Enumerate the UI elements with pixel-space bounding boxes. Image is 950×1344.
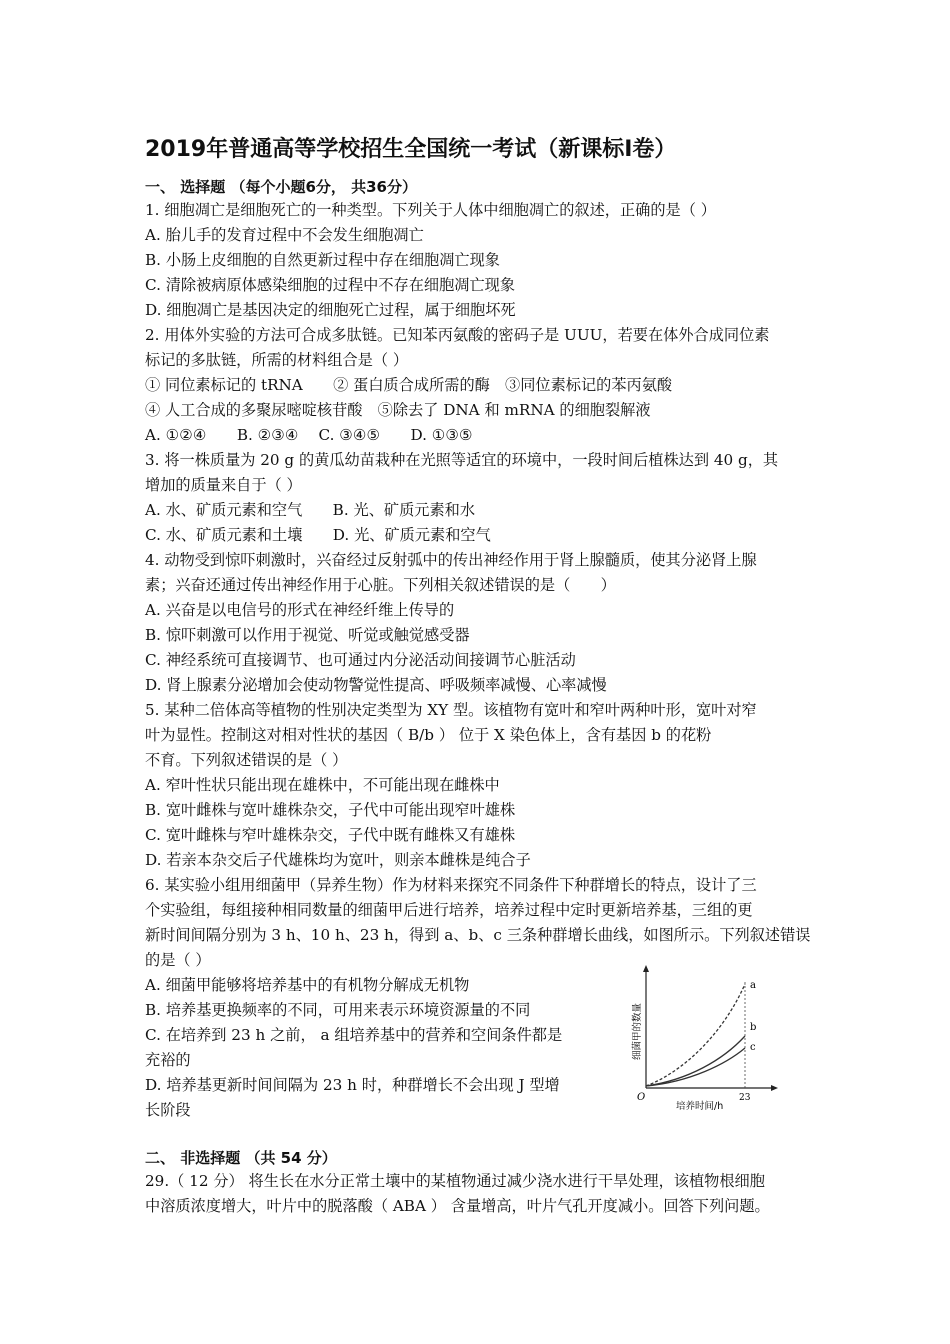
y-axis-label: 细菌甲的数量 bbox=[632, 1002, 643, 1060]
q6-stem-line-4: 的是（ ） bbox=[145, 951, 211, 969]
series-a-curve bbox=[646, 984, 745, 1086]
q3-stem-line-2: 增加的质量来自于（ ） bbox=[145, 476, 302, 494]
q5-option-b: B. 宽叶雌株与宽叶雄株杂交，子代中可能出现窄叶雄株 bbox=[145, 801, 516, 819]
q2-stem-line-1: 2. 用体外实验的方法可合成多肽链。已知苯丙氨酸的密码子是 UUU，若要在体外合成同位素 bbox=[145, 326, 770, 344]
q3-options-cd: C. 水、矿质元素和土壤 D. 光、矿质元素和空气 bbox=[145, 526, 491, 544]
section-2-heading: 二、 非选择题 （共 54 分） bbox=[145, 1149, 337, 1167]
q6-stem-line-3: 新时间间隔分别为 3 h、10 h、23 h，得到 a、b、c 三条种群增长曲线，如图所示。下列叙述错误 bbox=[145, 926, 811, 944]
q6-option-c-line-1: C. 在培养到 23 h 之前， a 组培养基中的营养和空间条件都是 bbox=[145, 1026, 563, 1044]
q6-option-a: A. 细菌甲能够将培养基中的有机物分解成无机物 bbox=[145, 976, 470, 994]
q6-stem-line-2: 个实验组，每组接种相同数量的细菌甲后进行培养，培养过程中定时更新培养基，三组的更 bbox=[145, 901, 753, 919]
q5-option-a: A. 窄叶性状只能出现在雄株中，不可能出现在雌株中 bbox=[145, 776, 500, 794]
q1-option-d: D. 细胞凋亡是基因决定的细胞死亡过程，属于细胞坏死 bbox=[145, 301, 516, 319]
q4-option-b: B. 惊吓刺激可以作用于视觉、听觉或触觉感受器 bbox=[145, 626, 470, 644]
q2-stem-line-2: 标记的多肽链，所需的材料组合是（ ） bbox=[145, 351, 409, 369]
growth-curve-chart bbox=[628, 964, 780, 1112]
series-a-label: a bbox=[750, 980, 756, 991]
q1-option-a: A. 胎儿手的发育过程中不会发生细胞凋亡 bbox=[145, 226, 424, 244]
page-title: 2019年普通高等学校招生全国统一考试（新课标Ⅰ卷） bbox=[145, 137, 677, 162]
x-axis-arrow bbox=[771, 1085, 778, 1091]
series-c-curve bbox=[646, 1048, 745, 1086]
q6-option-d-line-2: 长阶段 bbox=[145, 1101, 191, 1119]
q6-option-d-line-1: D. 培养基更新时间间隔为 23 h 时，种群增长不会出现 J 型增 bbox=[145, 1076, 560, 1094]
q3-stem-line-1: 3. 将一株质量为 20 g 的黄瓜幼苗栽种在光照等适宜的环境中，一段时间后植株达到 40 g，其 bbox=[145, 451, 779, 469]
section-1-heading: 一、 选择题 （每个小题6分， 共36分） bbox=[145, 178, 417, 196]
x-axis-label: 培养时间/h bbox=[676, 1101, 724, 1112]
y-axis-arrow bbox=[643, 965, 649, 972]
q6-option-b: B. 培养基更换频率的不同，可用来表示环境资源量的不同 bbox=[145, 1001, 531, 1019]
q4-option-a: A. 兴奋是以电信号的形式在神经纤维上传导的 bbox=[145, 601, 455, 619]
q2-materials-1: ① 同位素标记的 tRNA ② 蛋白质合成所需的酶 ③同位素标记的苯丙氨酸 bbox=[145, 376, 673, 394]
q29-line-1: 29.（ 12 分） 将生长在水分正常土壤中的某植物通过减少浇水进行干旱处理，该植物根细胞 bbox=[145, 1172, 765, 1190]
q4-stem-line-2: 素；兴奋还通过传出神经作用于心脏。下列相关叙述错误的是（ ） bbox=[145, 576, 616, 594]
q4-option-d: D. 肾上腺素分泌增加会使动物警觉性提高、呼吸频率减慢、心率减慢 bbox=[145, 676, 607, 694]
q6-stem-line-1: 6. 某实验小组用细菌甲（异养生物）作为材料来探究不同条件下种群增长的特点，设计了三 bbox=[145, 876, 757, 894]
series-c-label: c bbox=[750, 1042, 756, 1053]
q5-option-c: C. 宽叶雌株与窄叶雄株杂交，子代中既有雌株又有雄株 bbox=[145, 826, 516, 844]
x-tick-23-label: 23 bbox=[739, 1093, 751, 1103]
q29-line-2: 中溶质浓度增大，叶片中的脱落酸（ ABA ） 含量增高，叶片气孔开度减小。回答下列问题。 bbox=[145, 1197, 770, 1215]
q4-stem-line-1: 4. 动物受到惊吓刺激时，兴奋经过反射弧中的传出神经作用于肾上腺髓质，使其分泌肾上腺 bbox=[145, 551, 757, 569]
q1-stem: 1. 细胞凋亡是细胞死亡的一种类型。下列关于人体中细胞凋亡的叙述，正确的是（ ） bbox=[145, 201, 716, 219]
q3-options-ab: A. 水、矿质元素和空气 B. 光、矿质元素和水 bbox=[145, 501, 476, 519]
q6-option-c-line-2: 充裕的 bbox=[145, 1051, 191, 1069]
origin-label: O bbox=[637, 1092, 646, 1103]
q5-stem-line-3: 不育。下列叙述错误的是（ ） bbox=[145, 751, 348, 769]
q5-option-d: D. 若亲本杂交后子代雄株均为宽叶，则亲本雌株是纯合子 bbox=[145, 851, 531, 869]
q2-materials-2: ④ 人工合成的多聚尿嘧啶核苷酸 ⑤除去了 DNA 和 mRNA 的细胞裂解液 bbox=[145, 401, 651, 419]
q1-option-c: C. 清除被病原体感染细胞的过程中不存在细胞凋亡现象 bbox=[145, 276, 516, 294]
q4-option-c: C. 神经系统可直接调节、也可通过内分泌活动间接调节心脏活动 bbox=[145, 651, 576, 669]
q5-stem-line-1: 5. 某种二倍体高等植物的性别决定类型为 XY 型。该植物有宽叶和窄叶两种叶形，宽叶对窄 bbox=[145, 701, 757, 719]
q5-stem-line-2: 叶为显性。控制这对相对性状的基因（ B/b ） 位于 X 染色体上，含有基因 b 的花粉 bbox=[145, 726, 712, 744]
q1-option-b: B. 小肠上皮细胞的自然更新过程中存在细胞凋亡现象 bbox=[145, 251, 500, 269]
q2-options: A. ①②④ B. ②③④ C. ③④⑤ D. ①③⑤ bbox=[145, 426, 473, 444]
series-b-label: b bbox=[750, 1022, 757, 1033]
